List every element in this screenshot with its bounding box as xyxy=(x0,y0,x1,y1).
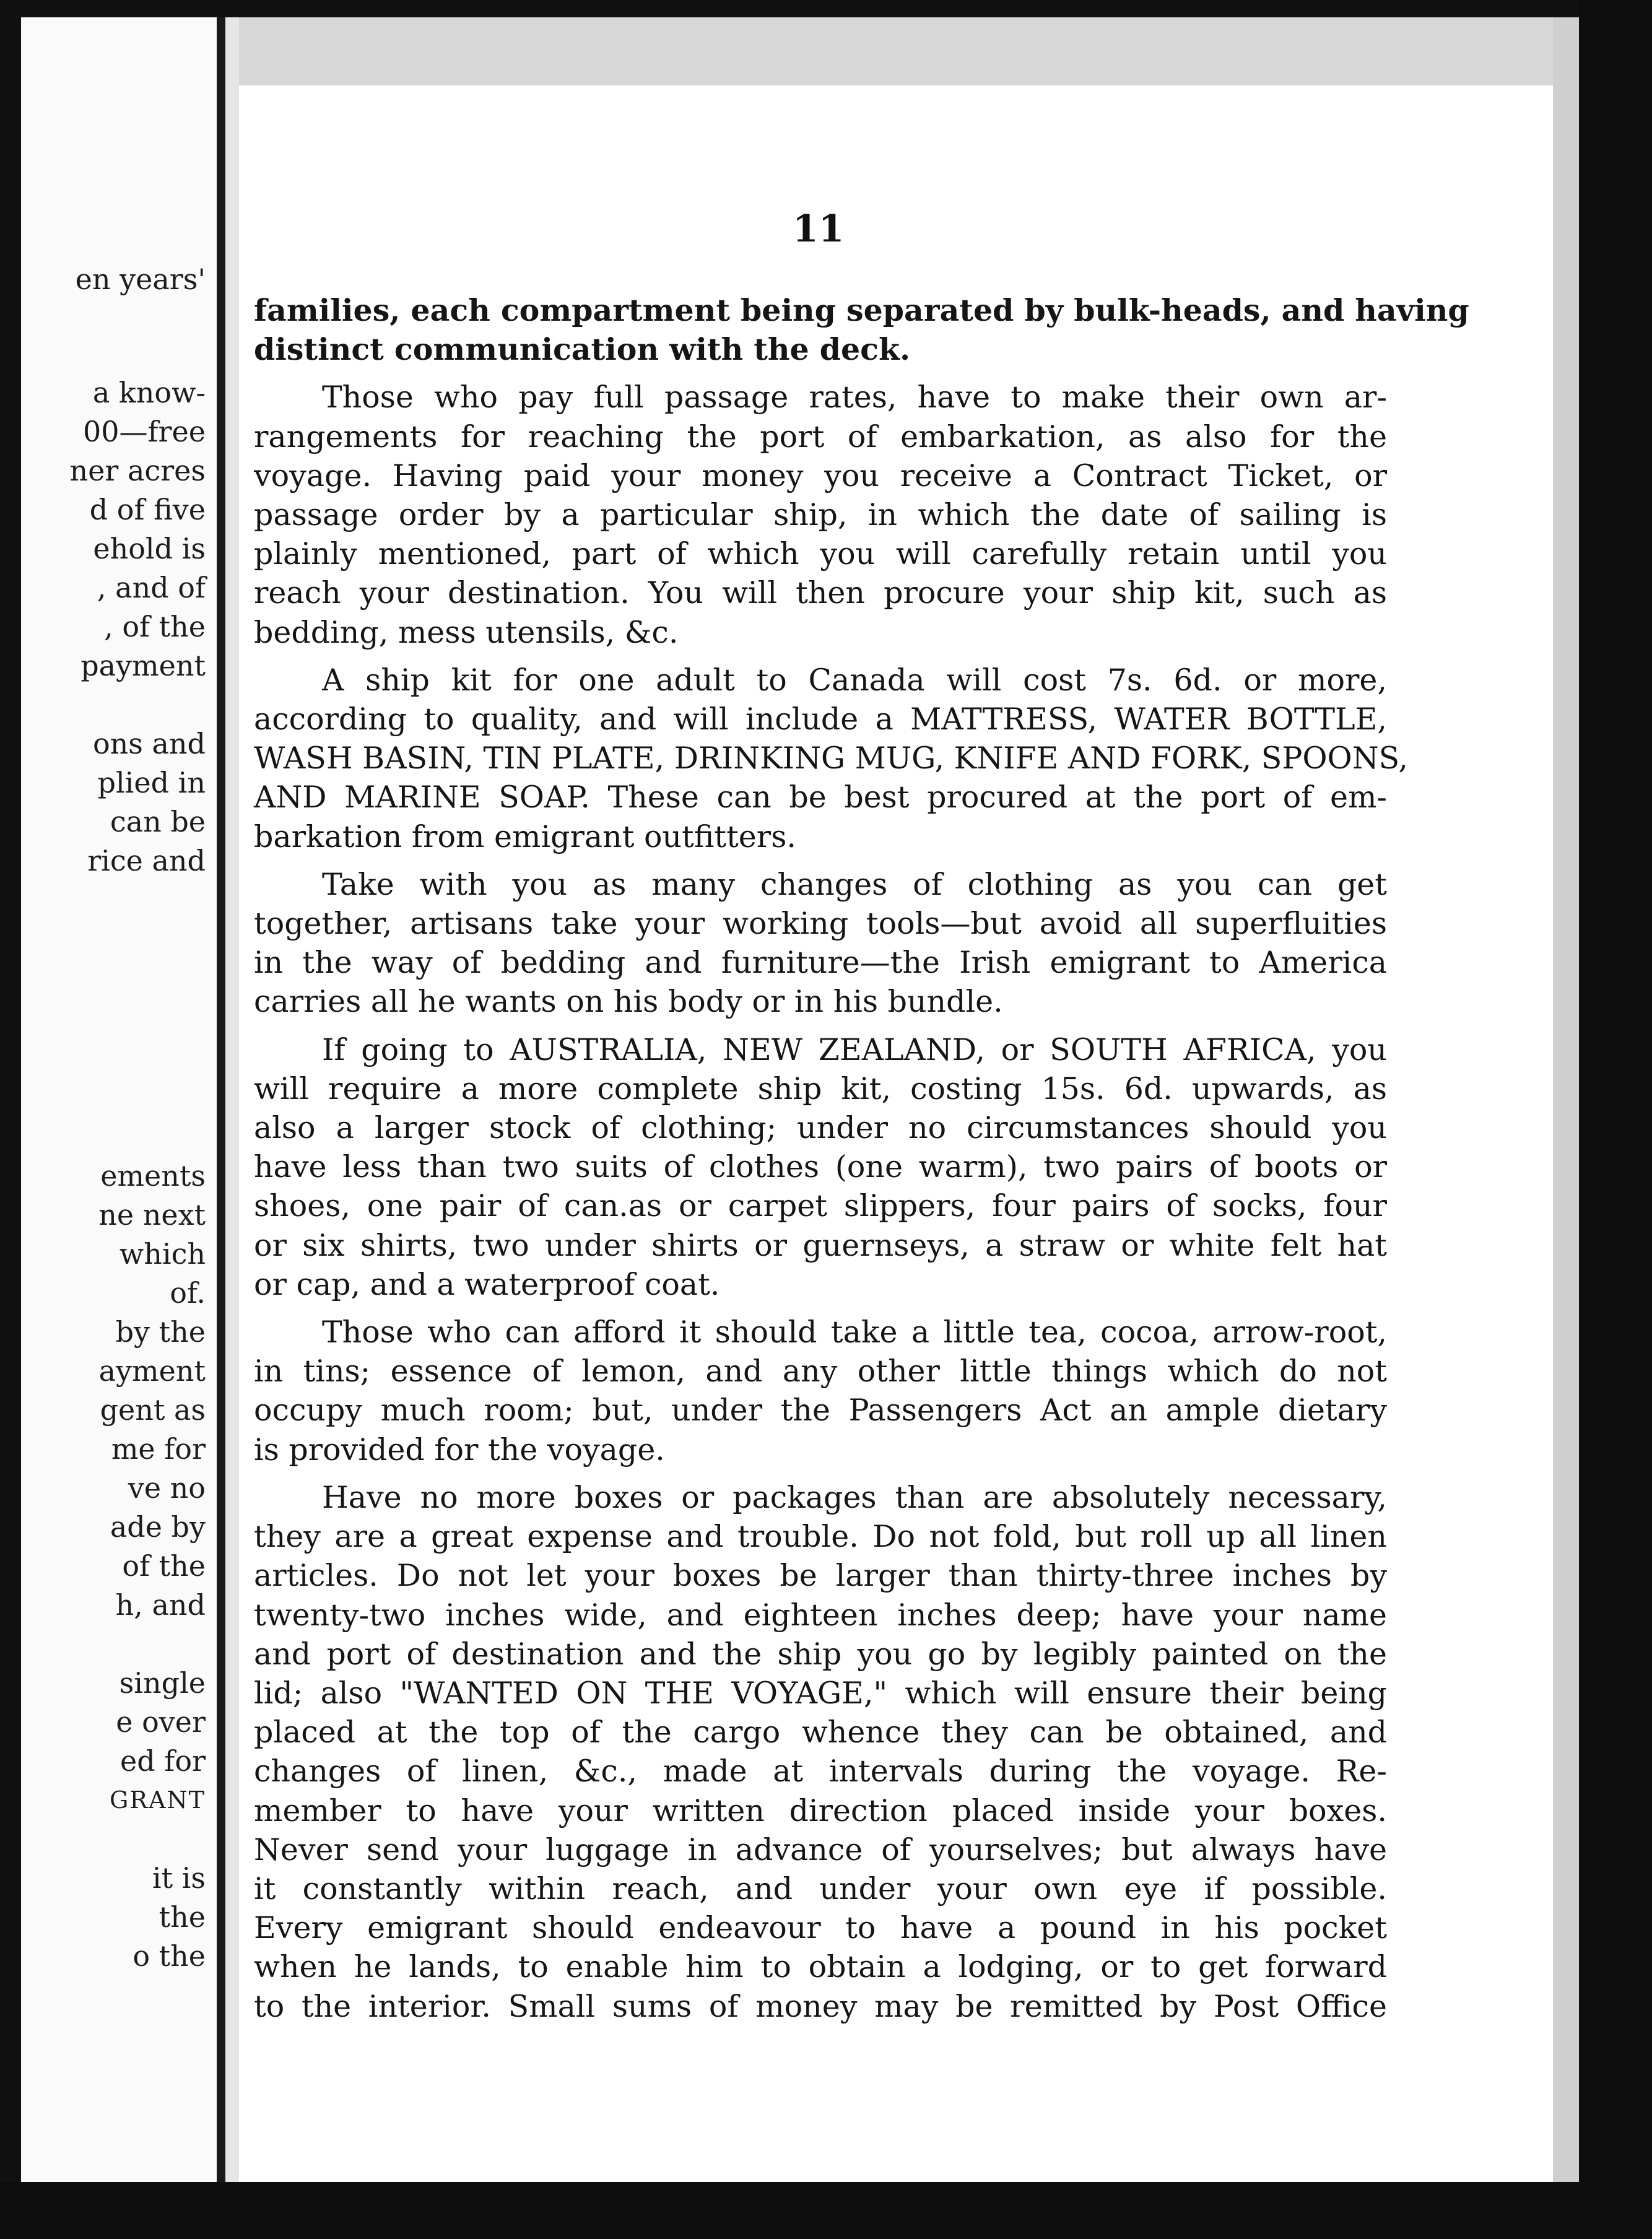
page-number: 11 xyxy=(793,207,845,251)
text-line: Every emigrant should endeavour to have a pound in his pocket xyxy=(254,1910,1387,1946)
text-line: articles. Do not let your boxes be larger than thirty-three inches by xyxy=(254,1558,1387,1594)
text-line: or cap, and a waterproof coat. xyxy=(254,1266,720,1302)
facing-page-line: of. xyxy=(170,1276,206,1310)
facing-page-line: ehold is xyxy=(93,532,206,565)
page-top-shadow xyxy=(223,17,1579,85)
facing-page-line: o the xyxy=(133,1939,206,1973)
text-line: Those who can afford it should take a little tea, cocoa, arrow-root, xyxy=(322,1315,1387,1350)
text-line: will require a more complete ship kit, costing 15s. 6d. upwards, as xyxy=(254,1071,1387,1106)
text-line: If going to AUSTRALIA, NEW ZEALAND, or SOUTH AFRICA, you xyxy=(322,1032,1387,1067)
facing-page-line: ements xyxy=(100,1159,206,1193)
facing-page-line: e over xyxy=(116,1705,206,1739)
text-line: when he lands, to enable him to obtain a lodging, or to get forward xyxy=(254,1949,1387,1985)
gutter-shadow xyxy=(225,17,239,2182)
text-line: Those who pay full passage rates, have to make their own ar- xyxy=(322,380,1387,415)
text-line: Never send your luggage in advance of yourselves; but always have xyxy=(254,1832,1387,1867)
facing-page-line: gent as xyxy=(100,1393,206,1427)
text-line: also a larger stock of clothing; under no circumstances should you xyxy=(254,1110,1387,1146)
text-line: in the way of bedding and furniture—the Irish emigrant to America xyxy=(254,945,1387,981)
text-line: reach your destination. You will then procure your ship kit, such as xyxy=(254,575,1387,611)
text-line: to the interior. Small sums of money may be remitted by Post Office xyxy=(254,1988,1387,2024)
facing-page-line: it is xyxy=(152,1861,206,1895)
text-line: barkation from emigrant outfitters. xyxy=(254,819,796,854)
text-line: together, artisans take your working tools—but avoid all superfluities xyxy=(254,906,1387,942)
facing-page-line: ed for xyxy=(120,1744,206,1778)
text-line: they are a great expense and trouble. Do not fold, but roll up all linen xyxy=(254,1519,1387,1555)
text-line: Take with you as many changes of clothing as you can get xyxy=(322,866,1387,902)
facing-page-line: d of five xyxy=(89,493,206,526)
text-line: have less than two suits of clothes (one warm), two pairs of boots or xyxy=(254,1149,1387,1185)
scan-border-right xyxy=(1579,0,1652,2239)
facing-page-line: , of the xyxy=(104,610,206,643)
text-line: rangements for reaching the port of embarkation, as also for the xyxy=(254,419,1387,454)
facing-page-line: ayment xyxy=(98,1354,206,1388)
text-line: occupy much room; but, under the Passengers Act an ample dietary xyxy=(254,1393,1387,1428)
text-line: member to have your written direction placed inside your boxes. xyxy=(254,1793,1387,1828)
facing-page-fragment xyxy=(21,17,217,2182)
text-line: in tins; essence of lemon, and any other little things which do not xyxy=(254,1354,1387,1389)
text-line: Have no more boxes or packages than are absolutely necessary, xyxy=(322,1479,1387,1515)
facing-page-line: 00—free xyxy=(83,415,206,448)
page-right-shadow xyxy=(1553,17,1579,2182)
facing-page-line: me for xyxy=(111,1432,206,1466)
text-line: AND MARINE SOAP. These can be best procured at the port of em- xyxy=(254,780,1387,815)
facing-page-line: payment xyxy=(80,649,206,682)
facing-page-line: GRANT xyxy=(109,1786,206,1814)
text-line: twenty-two inches wide, and eighteen inches deep; have your name xyxy=(254,1597,1387,1633)
scan-border-left xyxy=(0,0,21,2239)
text-line: placed at the top of the cargo whence they can be obtained, and xyxy=(254,1715,1387,1750)
facing-page-line: the xyxy=(159,1900,206,1934)
text-line: A ship kit for one adult to Canada will cost 7s. 6d. or more, xyxy=(322,662,1387,698)
facing-page-line: which xyxy=(119,1237,206,1271)
text-line: according to quality, and will include a MATTRESS, WATER BOTTLE, xyxy=(254,702,1387,737)
text-line: voyage. Having paid your money you receive a Contract Ticket, or xyxy=(254,458,1387,493)
facing-page-line: single xyxy=(119,1666,206,1700)
text-line: families, each compartment being separated by bulk-heads, and having xyxy=(254,292,1469,328)
text-line: plainly mentioned, part of which you will carefully retain until you xyxy=(254,536,1387,572)
facing-page-line: h, and xyxy=(115,1588,206,1622)
body-text xyxy=(254,291,1469,2026)
text-line: shoes, one pair of can.as or carpet slippers, four pairs of socks, four xyxy=(254,1188,1387,1224)
text-line: carries all he wants on his body or in his bundle. xyxy=(254,984,1003,1020)
facing-page-line: rice and xyxy=(87,844,206,877)
text-line: passage order by a particular ship, in which the date of sailing is xyxy=(254,497,1387,533)
text-line: it constantly within reach, and under your own eye if possible. xyxy=(254,1871,1387,1906)
text-line: changes of linen, &c., made at intervals during the voyage. Re- xyxy=(254,1754,1387,1789)
facing-page-line: by the xyxy=(115,1315,206,1349)
text-line: is provided for the voyage. xyxy=(254,1432,665,1467)
text-line: WASH BASIN, TIN PLATE, DRINKING MUG, KNIFE AND FORK, SPOONS, xyxy=(254,741,1408,776)
facing-page-line: , and of xyxy=(97,571,206,604)
facing-page-line: ve no xyxy=(128,1471,206,1505)
facing-page-line: en years' xyxy=(75,263,206,296)
book-gutter xyxy=(217,17,225,2182)
facing-page-line: ade by xyxy=(110,1510,206,1544)
text-line: or six shirts, two under shirts or guernseys, a straw or white felt hat xyxy=(254,1227,1387,1263)
facing-page-line: ne next xyxy=(98,1198,206,1232)
scan-border-bottom xyxy=(0,2182,1652,2239)
scan-border-top xyxy=(0,0,1652,17)
facing-page-line: ons and xyxy=(92,727,206,760)
text-line: lid; also "WANTED ON THE VOYAGE," which will ensure their being xyxy=(254,1675,1387,1711)
facing-page-line: ner acres xyxy=(69,454,206,487)
text-line: bedding, mess utensils, &c. xyxy=(254,614,679,650)
facing-page-line: plied in xyxy=(97,766,206,799)
facing-page-line: can be xyxy=(110,805,206,838)
facing-page-line: of the xyxy=(122,1549,206,1583)
text-line: distinct communication with the deck. xyxy=(254,331,911,368)
text-line: and port of destination and the ship you go by legibly painted on the xyxy=(254,1636,1387,1672)
facing-page-line: a know- xyxy=(92,376,206,409)
